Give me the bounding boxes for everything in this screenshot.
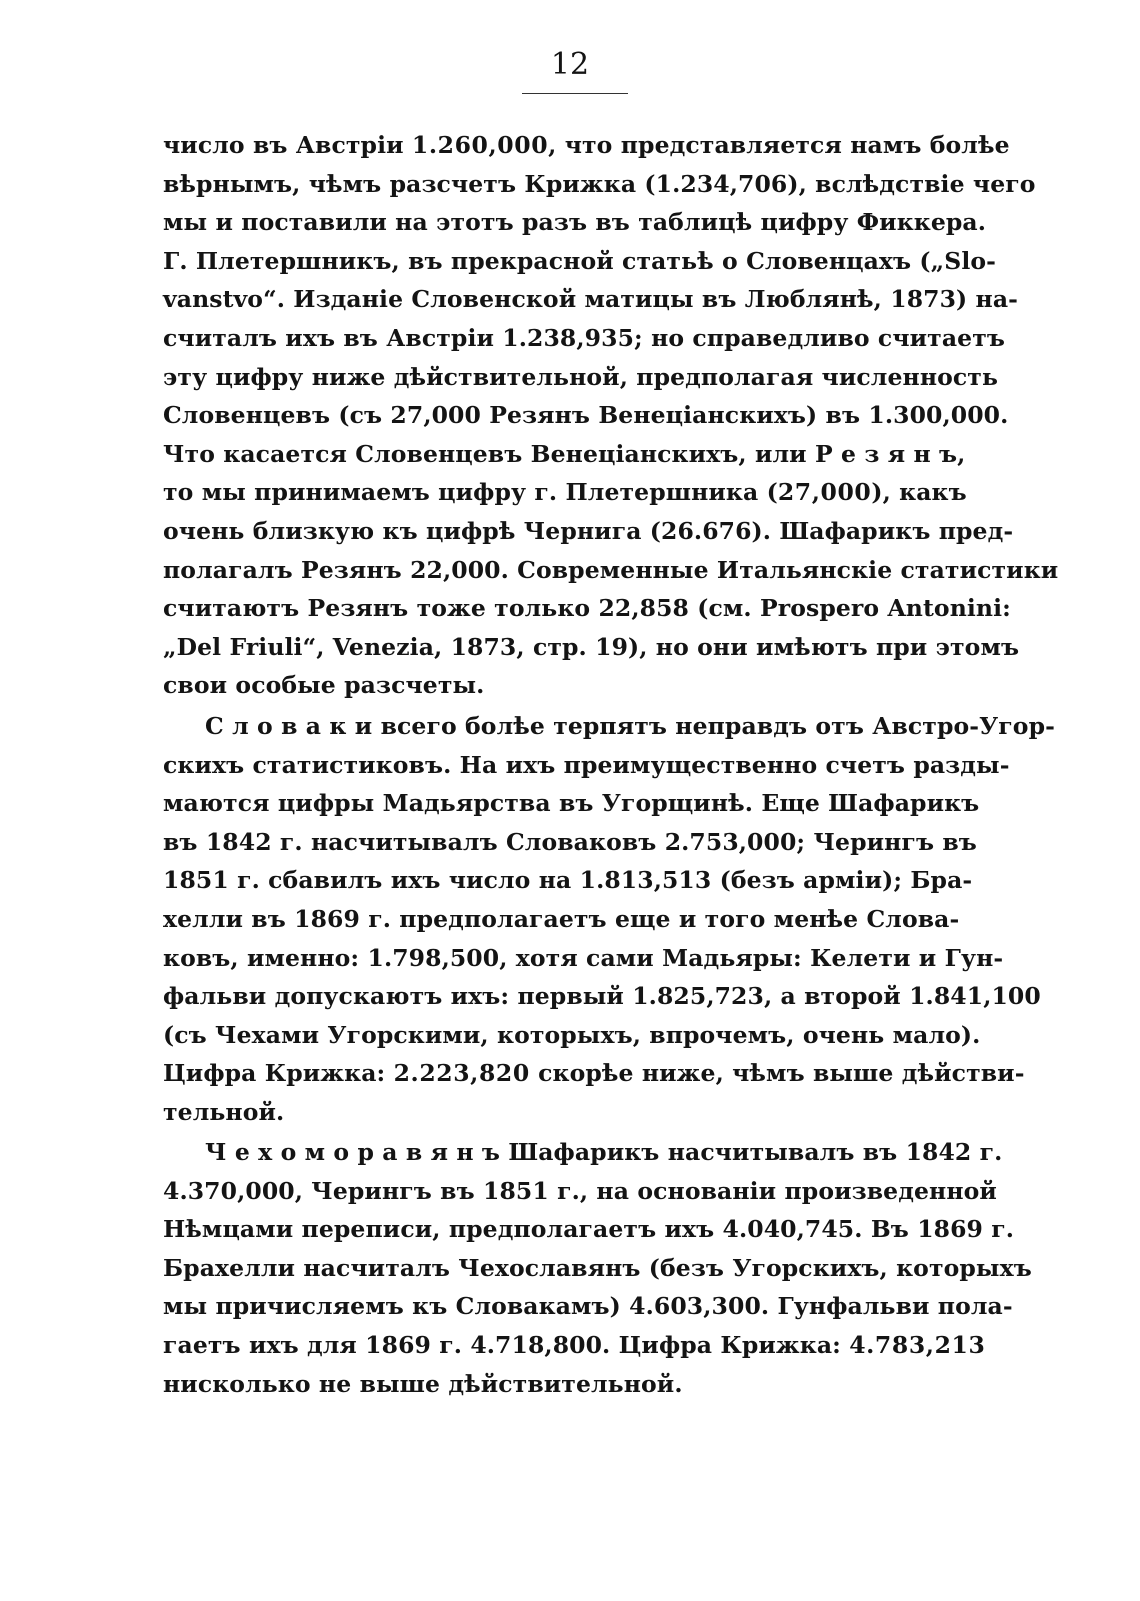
- bold-figure: 4.783,213: [849, 1330, 986, 1359]
- page-number-rule: [522, 93, 628, 94]
- text-line: число въ Австріи 1.260,000, что представляется намъ болѣе: [163, 131, 1010, 159]
- text-line: „Del Friuli“, Venezia, 1873, стр. 19), но они имѣютъ при этомъ: [163, 632, 1020, 661]
- text-line: полагалъ Резянъ 22,000. Современные Итальянскіе статистики: [163, 555, 1059, 584]
- text-line: считаютъ Резянъ тоже только 22,858 (см. Prospero Antonini:: [163, 594, 1011, 623]
- text-line: 4.370,000, Черингъ въ 1851 г., на основаніи произведенной: [163, 1176, 997, 1205]
- text-line: считалъ ихъ въ Австріи 1.238,935; но справедливо считаетъ: [163, 323, 1005, 352]
- text-line: 1851 г. сбавилъ ихъ число на 1.813,513 (безъ арміи); Бра-: [163, 866, 973, 895]
- text-line: Брахелли насчиталъ Чехославянъ (безъ Угорскихъ, которыхъ: [163, 1253, 1032, 1282]
- text-line: очень близкую къ цифрѣ Чернига (26.676). Шафарикъ пред-: [163, 516, 1014, 545]
- text-line: скихъ статистиковъ. На ихъ преимущественно счетъ разды-: [163, 750, 1010, 779]
- text-line: мы и поставили на этотъ разъ въ таблицѣ цифру Фиккера.: [163, 208, 987, 237]
- text-line: вѣрнымъ, чѣмъ разсчетъ Крижка (1.234,706), вслѣдствіе чего: [163, 169, 1036, 198]
- text-line: маются цифры Мадьярства въ Угорщинѣ. Еще Шафарикъ: [163, 789, 980, 818]
- text-line: Цифра Крижка: 2.223,820 скорѣе ниже, чѣмъ выше дѣйстви-: [163, 1059, 1025, 1088]
- text-line: vanstvo“. Изданіе Словенской матицы въ Люблянѣ, 1873) на-: [163, 285, 1019, 314]
- text-line: фальви допускаютъ ихъ: первый 1.825,723, а второй 1.841,100: [163, 982, 1041, 1011]
- text-line: свои особые разсчеты.: [163, 671, 485, 700]
- text-line: то мы принимаемъ цифру г. Плетершника (27,000), какъ: [163, 478, 967, 507]
- text-line: эту цифру ниже дѣйствительной, предполагая численность: [163, 362, 999, 391]
- text-line: въ 1842 г. насчитывалъ Словаковъ 2.753,000; Черингъ въ: [163, 827, 977, 856]
- text-line: Г. Плетершникъ, въ прекрасной статьѣ о Словенцахъ („Slo-: [163, 246, 996, 275]
- text-line: нисколько не выше дѣйствительной.: [163, 1369, 683, 1398]
- text-line: Нѣмцами переписи, предполагаетъ ихъ 4.040,745. Въ 1869 г.: [163, 1215, 1015, 1244]
- text-line: тельной.: [163, 1097, 285, 1126]
- bold-figure: 2.223,820: [393, 1059, 530, 1088]
- text-line: хелли въ 1869 г. предполагаетъ еще и того менѣе Слова-: [163, 904, 960, 933]
- text-line: Словенцевъ (съ 27,000 Резянъ Венеціанскихъ) въ 1.300,000.: [163, 401, 1009, 430]
- text-line: мы причисляемъ къ Словакамъ) 4.603,300. Гунфальви пола-: [163, 1292, 1013, 1321]
- text-line: С л о в а к и всего болѣе терпятъ неправдъ отъ Австро-Угор-: [205, 712, 1055, 740]
- text-line: Что касается Словенцевъ Венеціанскихъ, или Р е з я н ъ,: [163, 439, 966, 468]
- paragraph-slovenes-continued: [163, 126, 1059, 705]
- bold-figure: 27,000: [777, 478, 872, 507]
- text-line: ковъ, именно: 1.798,500, хотя сами Мадьяры: Келети и Гун-: [163, 943, 1004, 972]
- paragraph-czechomoravians: [163, 1133, 1032, 1403]
- text-line: гаетъ ихъ для 1869 г. 4.718,800. Цифра Крижка: 4.783,213: [163, 1330, 986, 1359]
- bold-figure: 1.260,000: [411, 131, 549, 159]
- paragraph-slovaks: [163, 707, 1055, 1132]
- page-number: 12: [550, 47, 590, 82]
- text-line: (съ Чехами Угорскими, которыхъ, впрочемъ, очень мало).: [163, 1020, 981, 1049]
- text-line: Ч е х о м о р а в я н ъ Шафарикъ насчитывалъ въ 1842 г.: [205, 1138, 1003, 1166]
